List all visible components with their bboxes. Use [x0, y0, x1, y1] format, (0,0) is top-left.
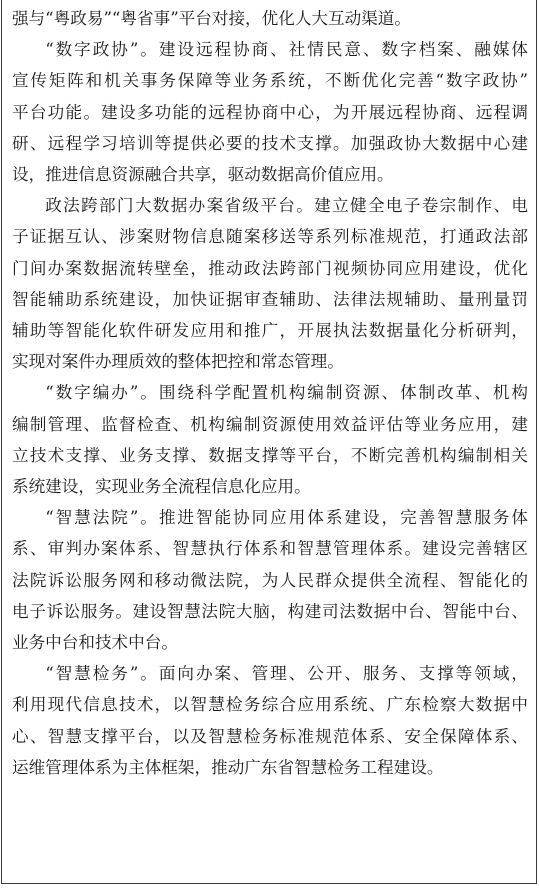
text-line: 宣传矩阵和机关事务保障等业务系统，不断优化完善“数字政协” [12, 71, 528, 91]
text-line: 智能辅助系统建设，加快证据审查辅助、法律法规辅助、量刑量罚 [12, 289, 528, 309]
text-line: 法院诉讼服务网和移动微法院，为人民群众提供全流程、智能化的 [12, 570, 528, 590]
text-line: “数字政协”。建设远程协商、社情民意、数字档案、融媒体 [45, 40, 528, 60]
text-line: “智慧法院”。推进智能协同应用体系建设，完善智慧服务体 [45, 508, 528, 528]
text-line: 利用现代信息技术，以智慧检务综合应用系统、广东检察大数据中 [12, 695, 528, 715]
text-line: 立技术支撑、业务支撑、数据支撑等平台，不断完善机构编制相关 [12, 445, 528, 465]
paragraph-digital-establishment [12, 377, 528, 502]
text-line: 子证据互认、涉案财物信息随案移送等系列标准规范，打通政法部 [12, 227, 528, 247]
text-line: “数字编办”。围绕科学配置机构编制资源、体制改革、机构 [45, 383, 528, 403]
text-line: “智慧检务”。面向办案、管理、公开、服务、支撑等领域， [45, 664, 528, 684]
text-line: 编制管理、监督检查、机构编制资源使用效益评估等业务应用，建 [12, 414, 528, 434]
text-line: 业务中台和技术中台。 [12, 633, 178, 653]
text-line: 系统建设，实现业务全流程信息化应用。 [12, 477, 311, 497]
text-line: 心、智慧支撑平台，以及智慧检务标准规范体系、安全保障体系、 [12, 726, 528, 746]
text-line: 实现对案件办理质效的整体把控和常态管理。 [12, 352, 344, 372]
text-line: 电子诉讼服务。建设智慧法院大脑，构建司法数据中台、智能中台、 [12, 601, 528, 621]
text-line: 系、审判办案体系、智慧执行体系和智慧管理体系。建设完善辖区 [12, 539, 528, 559]
paragraph-continuation [12, 3, 528, 34]
text-line: 设，推进信息资源融合共享，驱动数据高价值应用。 [12, 165, 394, 185]
text-line: 强与“粤政易”“粤省事”平台对接，优化人大互动渠道。 [12, 9, 411, 28]
document-page [1, 0, 537, 884]
text-line: 运维管理体系为主体框架，推动广东省智慧检务工程建设。 [12, 757, 444, 777]
text-line: 研、远程学习培训等提供必要的技术支撑。加强政协大数据中心建 [12, 133, 528, 153]
paragraph-digital-cppcc [12, 34, 528, 190]
text-line: 门间办案数据流转壁垒，推动政法跨部门视频协同应用建设，优化 [12, 258, 528, 278]
paragraph-political-legal-platform [12, 190, 528, 377]
text-line: 政法跨部门大数据办案省级平台。建立健全电子卷宗制作、电 [45, 196, 528, 216]
text-line: 辅助等智能化软件研发应用和推广，开展执法数据量化分析研判， [12, 321, 528, 341]
paragraph-smart-court [12, 502, 528, 658]
text-line: 平台功能。建设多功能的远程协商中心，为开展远程协商、远程调 [12, 102, 528, 122]
paragraph-smart-procuratorate [12, 658, 528, 783]
